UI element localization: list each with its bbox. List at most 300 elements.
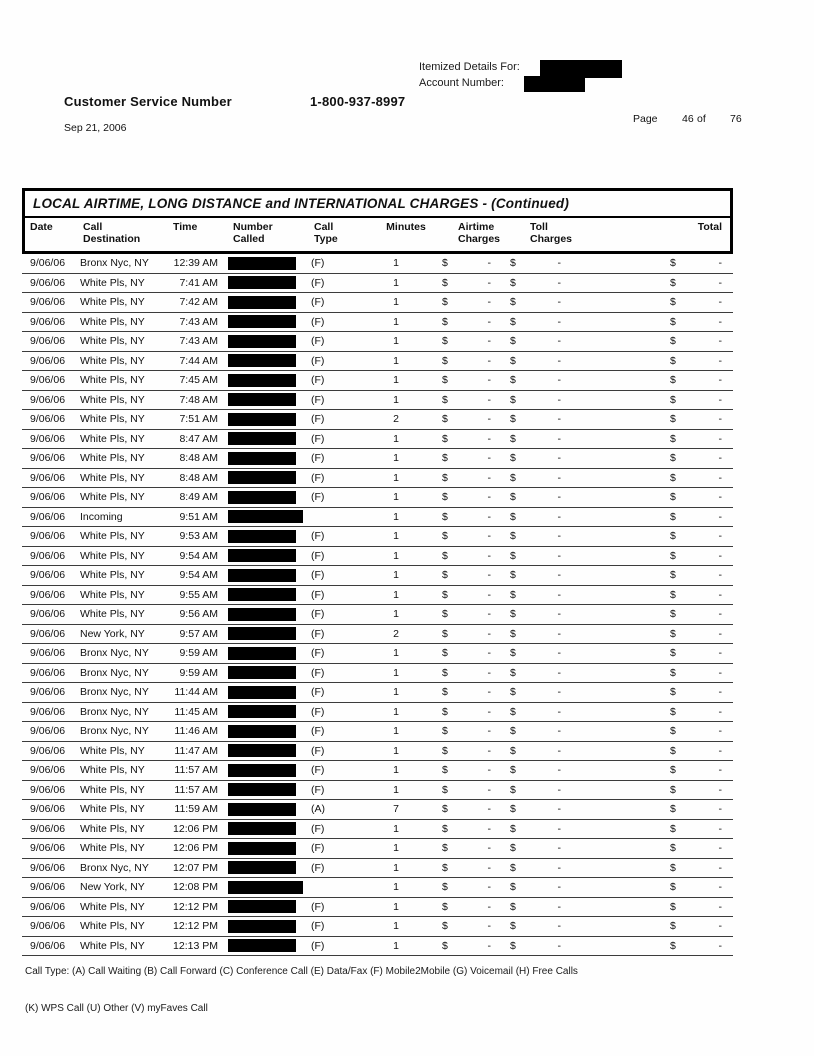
- cell-minutes: 1: [393, 920, 399, 933]
- cell-minutes: 1: [393, 257, 399, 270]
- cell-time: 7:45 AM: [179, 374, 218, 387]
- no-charge-dash: -: [718, 276, 722, 289]
- no-charge-dash: -: [718, 861, 722, 874]
- no-charge-dash: -: [718, 647, 722, 660]
- cell-minutes: 1: [393, 764, 399, 777]
- table-row: [22, 293, 733, 313]
- customer-service-number: 1-800-937-8997: [310, 94, 406, 109]
- cell-date: 9/06/06: [30, 666, 66, 679]
- cell-airtime-charges: [434, 667, 500, 679]
- cell-toll-charges: [500, 842, 572, 854]
- dollar-sign: $: [670, 276, 676, 289]
- cell-minutes: 1: [393, 471, 399, 484]
- dollar-sign: $: [442, 744, 448, 757]
- cell-airtime-charges: [434, 296, 500, 308]
- cell-minutes: 1: [393, 491, 399, 504]
- cell-destination: White Pls, NY: [80, 764, 145, 777]
- cell-minutes: 1: [393, 588, 399, 601]
- cell-date: 9/06/06: [30, 549, 66, 562]
- customer-service-label: Customer Service Number: [64, 94, 232, 109]
- table-row: [22, 371, 733, 391]
- no-charge-dash: -: [487, 608, 491, 621]
- dollar-sign: $: [670, 783, 676, 796]
- cell-destination: White Pls, NY: [80, 530, 145, 543]
- page-of-label: of: [697, 113, 706, 125]
- cell-call-type: (F): [311, 452, 325, 465]
- cell-date: 9/06/06: [30, 432, 66, 445]
- redaction-bar-number: [228, 842, 296, 855]
- cell-airtime-charges: [434, 706, 500, 718]
- cell-call-type: (F): [311, 686, 325, 699]
- cell-total: [572, 335, 733, 347]
- cell-destination: White Pls, NY: [80, 276, 145, 289]
- dollar-sign: $: [442, 549, 448, 562]
- no-charge-dash: -: [487, 374, 491, 387]
- table-row: [22, 703, 733, 723]
- no-charge-dash: -: [557, 491, 561, 504]
- cell-minutes: 1: [393, 608, 399, 621]
- cell-call-type: (F): [311, 666, 325, 679]
- cell-call-type: (F): [311, 842, 325, 855]
- cell-time: 8:48 AM: [179, 452, 218, 465]
- dollar-sign: $: [670, 725, 676, 738]
- cell-number-called: [218, 432, 302, 445]
- dollar-sign: $: [510, 549, 516, 562]
- cell-call-type: (F): [311, 764, 325, 777]
- dollar-sign: $: [670, 666, 676, 679]
- no-charge-dash: -: [487, 315, 491, 328]
- redaction-bar-number: [228, 510, 303, 523]
- dollar-sign: $: [442, 608, 448, 621]
- cell-date: 9/06/06: [30, 452, 66, 465]
- cell-date: 9/06/06: [30, 920, 66, 933]
- dollar-sign: $: [442, 452, 448, 465]
- cell-call-type: (F): [311, 276, 325, 289]
- cell-destination: White Pls, NY: [80, 939, 145, 952]
- cell-date: 9/06/06: [30, 647, 66, 660]
- no-charge-dash: -: [557, 315, 561, 328]
- no-charge-dash: -: [487, 900, 491, 913]
- dollar-sign: $: [442, 296, 448, 309]
- cell-time: 9:53 AM: [179, 530, 218, 543]
- dollar-sign: $: [670, 764, 676, 777]
- no-charge-dash: -: [487, 257, 491, 270]
- no-charge-dash: -: [487, 432, 491, 445]
- dollar-sign: $: [442, 413, 448, 426]
- no-charge-dash: -: [557, 666, 561, 679]
- no-charge-dash: -: [557, 276, 561, 289]
- redaction-bar-number: [228, 276, 296, 289]
- no-charge-dash: -: [557, 783, 561, 796]
- cell-total: [572, 764, 733, 776]
- no-charge-dash: -: [718, 803, 722, 816]
- dollar-sign: $: [510, 939, 516, 952]
- dollar-sign: $: [670, 939, 676, 952]
- redaction-bar-number: [228, 764, 296, 777]
- col-header-date: Date: [30, 221, 53, 233]
- cell-destination: White Pls, NY: [80, 803, 145, 816]
- table-row: [22, 683, 733, 703]
- cell-date: 9/06/06: [30, 510, 66, 523]
- no-charge-dash: -: [557, 530, 561, 543]
- cell-call-type: (F): [311, 744, 325, 757]
- cell-toll-charges: [500, 491, 572, 503]
- cell-toll-charges: [500, 725, 572, 737]
- cell-number-called: [218, 881, 302, 894]
- cell-destination: White Pls, NY: [80, 920, 145, 933]
- cell-airtime-charges: [434, 472, 500, 484]
- redaction-bar-number: [228, 452, 296, 465]
- cell-minutes: 1: [393, 296, 399, 309]
- table-row: [22, 254, 733, 274]
- dollar-sign: $: [510, 725, 516, 738]
- cell-call-type: (F): [311, 491, 325, 504]
- cell-destination: White Pls, NY: [80, 822, 145, 835]
- cell-toll-charges: [500, 257, 572, 269]
- no-charge-dash: -: [487, 686, 491, 699]
- dollar-sign: $: [670, 432, 676, 445]
- cell-minutes: 1: [393, 276, 399, 289]
- no-charge-dash: -: [718, 842, 722, 855]
- cell-airtime-charges: [434, 842, 500, 854]
- cell-destination: White Pls, NY: [80, 432, 145, 445]
- dollar-sign: $: [442, 627, 448, 640]
- cell-call-type: (F): [311, 608, 325, 621]
- cell-minutes: 7: [393, 803, 399, 816]
- cell-call-type: (F): [311, 705, 325, 718]
- no-charge-dash: -: [718, 491, 722, 504]
- cell-number-called: [218, 822, 302, 835]
- table-row: [22, 313, 733, 333]
- cell-toll-charges: [500, 296, 572, 308]
- redaction-bar-number: [228, 744, 296, 757]
- no-charge-dash: -: [487, 588, 491, 601]
- dollar-sign: $: [510, 900, 516, 913]
- cell-toll-charges: [500, 511, 572, 523]
- no-charge-dash: -: [487, 881, 491, 894]
- no-charge-dash: -: [557, 257, 561, 270]
- table-row: [22, 410, 733, 430]
- col-header-number-called: Number Called: [233, 221, 273, 245]
- no-charge-dash: -: [718, 393, 722, 406]
- cell-total: [572, 667, 733, 679]
- dollar-sign: $: [442, 686, 448, 699]
- no-charge-dash: -: [487, 530, 491, 543]
- table-row: [22, 781, 733, 801]
- cell-destination: White Pls, NY: [80, 491, 145, 504]
- redaction-bar-number: [228, 315, 296, 328]
- cell-toll-charges: [500, 530, 572, 542]
- cell-number-called: [218, 491, 302, 504]
- cell-toll-charges: [500, 589, 572, 601]
- cell-destination: White Pls, NY: [80, 744, 145, 757]
- cell-toll-charges: [500, 628, 572, 640]
- no-charge-dash: -: [557, 647, 561, 660]
- cell-destination: Bronx Nyc, NY: [80, 257, 149, 270]
- col-header-time: Time: [173, 221, 198, 233]
- cell-airtime-charges: [434, 374, 500, 386]
- no-charge-dash: -: [487, 549, 491, 562]
- table-row: [22, 274, 733, 294]
- dollar-sign: $: [442, 393, 448, 406]
- cell-destination: White Pls, NY: [80, 296, 145, 309]
- cell-date: 9/06/06: [30, 686, 66, 699]
- cell-minutes: 1: [393, 686, 399, 699]
- cell-total: [572, 745, 733, 757]
- cell-destination: Bronx Nyc, NY: [80, 861, 149, 874]
- cell-call-type: (F): [311, 549, 325, 562]
- cell-destination: White Pls, NY: [80, 471, 145, 484]
- cell-total: [572, 628, 733, 640]
- cell-destination: White Pls, NY: [80, 315, 145, 328]
- dollar-sign: $: [442, 510, 448, 523]
- table-row: [22, 449, 733, 469]
- cell-time: 12:07 PM: [173, 861, 218, 874]
- cell-airtime-charges: [434, 530, 500, 542]
- page-number: 46: [682, 113, 694, 125]
- table-row: [22, 761, 733, 781]
- no-charge-dash: -: [487, 764, 491, 777]
- cell-time: 11:47 AM: [174, 744, 218, 757]
- no-charge-dash: -: [718, 939, 722, 952]
- cell-date: 9/06/06: [30, 861, 66, 874]
- cell-total: [572, 316, 733, 328]
- redaction-bar-number: [228, 900, 296, 913]
- cell-call-type: (A): [311, 803, 325, 816]
- cell-time: 7:43 AM: [179, 335, 218, 348]
- dollar-sign: $: [670, 471, 676, 484]
- redaction-bar-number: [228, 471, 296, 484]
- cell-total: [572, 686, 733, 698]
- no-charge-dash: -: [487, 842, 491, 855]
- dollar-sign: $: [510, 705, 516, 718]
- account-number-label: Account Number:: [419, 77, 504, 89]
- dollar-sign: $: [510, 510, 516, 523]
- no-charge-dash: -: [487, 627, 491, 640]
- cell-toll-charges: [500, 550, 572, 562]
- cell-call-type: (F): [311, 354, 325, 367]
- table-row: [22, 605, 733, 625]
- dollar-sign: $: [510, 374, 516, 387]
- cell-call-type: (F): [311, 900, 325, 913]
- cell-destination: Bronx Nyc, NY: [80, 666, 149, 679]
- cell-minutes: 1: [393, 666, 399, 679]
- dollar-sign: $: [670, 705, 676, 718]
- redaction-bar-number: [228, 627, 296, 640]
- no-charge-dash: -: [487, 335, 491, 348]
- dollar-sign: $: [670, 627, 676, 640]
- table-row: [22, 469, 733, 489]
- cell-number-called: [218, 374, 302, 387]
- dollar-sign: $: [442, 783, 448, 796]
- table-title-row: [25, 191, 730, 218]
- cell-destination: White Pls, NY: [80, 354, 145, 367]
- cell-total: [572, 784, 733, 796]
- cell-total: [572, 608, 733, 620]
- no-charge-dash: -: [557, 471, 561, 484]
- cell-date: 9/06/06: [30, 842, 66, 855]
- table-row: [22, 839, 733, 859]
- cell-date: 9/06/06: [30, 471, 66, 484]
- no-charge-dash: -: [487, 705, 491, 718]
- no-charge-dash: -: [557, 686, 561, 699]
- dollar-sign: $: [442, 530, 448, 543]
- dollar-sign: $: [442, 725, 448, 738]
- redaction-bar-number: [228, 686, 296, 699]
- cell-number-called: [218, 666, 302, 679]
- no-charge-dash: -: [557, 881, 561, 894]
- cell-destination: White Pls, NY: [80, 413, 145, 426]
- redaction-bar-number: [228, 666, 296, 679]
- cell-time: 8:49 AM: [179, 491, 218, 504]
- cell-destination: White Pls, NY: [80, 549, 145, 562]
- redaction-bar-number: [228, 803, 296, 816]
- dollar-sign: $: [510, 393, 516, 406]
- no-charge-dash: -: [718, 822, 722, 835]
- cell-call-type: (F): [311, 315, 325, 328]
- cell-call-type: (F): [311, 725, 325, 738]
- table-row: [22, 917, 733, 937]
- table-row: [22, 430, 733, 450]
- cell-date: 9/06/06: [30, 725, 66, 738]
- dollar-sign: $: [442, 335, 448, 348]
- no-charge-dash: -: [487, 939, 491, 952]
- cell-date: 9/06/06: [30, 705, 66, 718]
- cell-number-called: [218, 900, 302, 913]
- cell-date: 9/06/06: [30, 491, 66, 504]
- no-charge-dash: -: [487, 725, 491, 738]
- redaction-bar-number: [228, 530, 296, 543]
- no-charge-dash: -: [557, 452, 561, 465]
- cell-call-type: (F): [311, 627, 325, 640]
- cell-destination: Bronx Nyc, NY: [80, 705, 149, 718]
- cell-call-type: (F): [311, 647, 325, 660]
- dollar-sign: $: [510, 432, 516, 445]
- dollar-sign: $: [442, 939, 448, 952]
- cell-airtime-charges: [434, 823, 500, 835]
- cell-number-called: [218, 647, 302, 660]
- table-row: [22, 488, 733, 508]
- cell-time: 12:12 PM: [173, 900, 218, 913]
- no-charge-dash: -: [557, 588, 561, 601]
- no-charge-dash: -: [487, 803, 491, 816]
- cell-time: 12:39 AM: [173, 257, 218, 270]
- dollar-sign: $: [670, 822, 676, 835]
- cell-time: 9:56 AM: [179, 608, 218, 621]
- dollar-sign: $: [670, 647, 676, 660]
- table-row: [22, 352, 733, 372]
- cell-total: [572, 823, 733, 835]
- dollar-sign: $: [510, 354, 516, 367]
- no-charge-dash: -: [487, 569, 491, 582]
- dollar-sign: $: [670, 569, 676, 582]
- cell-number-called: [218, 471, 302, 484]
- no-charge-dash: -: [718, 608, 722, 621]
- table-row: [22, 820, 733, 840]
- dollar-sign: $: [670, 686, 676, 699]
- cell-toll-charges: [500, 940, 572, 952]
- cell-airtime-charges: [434, 550, 500, 562]
- redaction-bar-number: [228, 939, 296, 952]
- cell-toll-charges: [500, 316, 572, 328]
- no-charge-dash: -: [487, 920, 491, 933]
- no-charge-dash: -: [718, 315, 722, 328]
- cell-toll-charges: [500, 764, 572, 776]
- dollar-sign: $: [510, 471, 516, 484]
- cell-minutes: 1: [393, 452, 399, 465]
- redaction-bar-number: [228, 705, 296, 718]
- no-charge-dash: -: [487, 744, 491, 757]
- cell-number-called: [218, 608, 302, 621]
- cell-call-type: (F): [311, 783, 325, 796]
- cell-airtime-charges: [434, 920, 500, 932]
- dollar-sign: $: [442, 374, 448, 387]
- cell-minutes: 1: [393, 569, 399, 582]
- cell-total: [572, 920, 733, 932]
- no-charge-dash: -: [718, 569, 722, 582]
- cell-toll-charges: [500, 452, 572, 464]
- cell-date: 9/06/06: [30, 588, 66, 601]
- cell-time: 12:08 PM: [173, 881, 218, 894]
- no-charge-dash: -: [557, 744, 561, 757]
- cell-minutes: 1: [393, 335, 399, 348]
- table-row: [22, 859, 733, 879]
- no-charge-dash: -: [718, 920, 722, 933]
- cell-minutes: 1: [393, 822, 399, 835]
- cell-time: 7:42 AM: [179, 296, 218, 309]
- redaction-bar-number: [228, 374, 296, 387]
- cell-number-called: [218, 920, 302, 933]
- dollar-sign: $: [510, 257, 516, 270]
- cell-time: 11:46 AM: [174, 725, 218, 738]
- no-charge-dash: -: [718, 783, 722, 796]
- call-type-legend-line2: (K) WPS Call (U) Other (V) myFaves Call: [25, 1003, 208, 1014]
- no-charge-dash: -: [557, 432, 561, 445]
- cell-destination: White Pls, NY: [80, 588, 145, 601]
- table-row: [22, 644, 733, 664]
- cell-destination: White Pls, NY: [80, 393, 145, 406]
- dollar-sign: $: [670, 549, 676, 562]
- cell-destination: White Pls, NY: [80, 900, 145, 913]
- no-charge-dash: -: [718, 335, 722, 348]
- no-charge-dash: -: [557, 920, 561, 933]
- table-row: [22, 547, 733, 567]
- cell-number-called: [218, 569, 302, 582]
- cell-date: 9/06/06: [30, 608, 66, 621]
- cell-time: 11:57 AM: [174, 764, 218, 777]
- dollar-sign: $: [510, 491, 516, 504]
- no-charge-dash: -: [718, 744, 722, 757]
- dollar-sign: $: [510, 647, 516, 660]
- cell-time: 7:41 AM: [179, 276, 218, 289]
- cell-toll-charges: [500, 881, 572, 893]
- cell-time: 12:13 PM: [173, 939, 218, 952]
- dollar-sign: $: [442, 764, 448, 777]
- redaction-bar-account-number: [524, 76, 585, 92]
- dollar-sign: $: [510, 335, 516, 348]
- cell-toll-charges: [500, 823, 572, 835]
- redaction-bar-number: [228, 354, 296, 367]
- no-charge-dash: -: [557, 764, 561, 777]
- cell-number-called: [218, 276, 302, 289]
- cell-airtime-charges: [434, 452, 500, 464]
- cell-toll-charges: [500, 862, 572, 874]
- cell-call-type: (F): [311, 413, 325, 426]
- no-charge-dash: -: [557, 354, 561, 367]
- cell-total: [572, 940, 733, 952]
- cell-date: 9/06/06: [30, 881, 66, 894]
- table-row: [22, 508, 733, 528]
